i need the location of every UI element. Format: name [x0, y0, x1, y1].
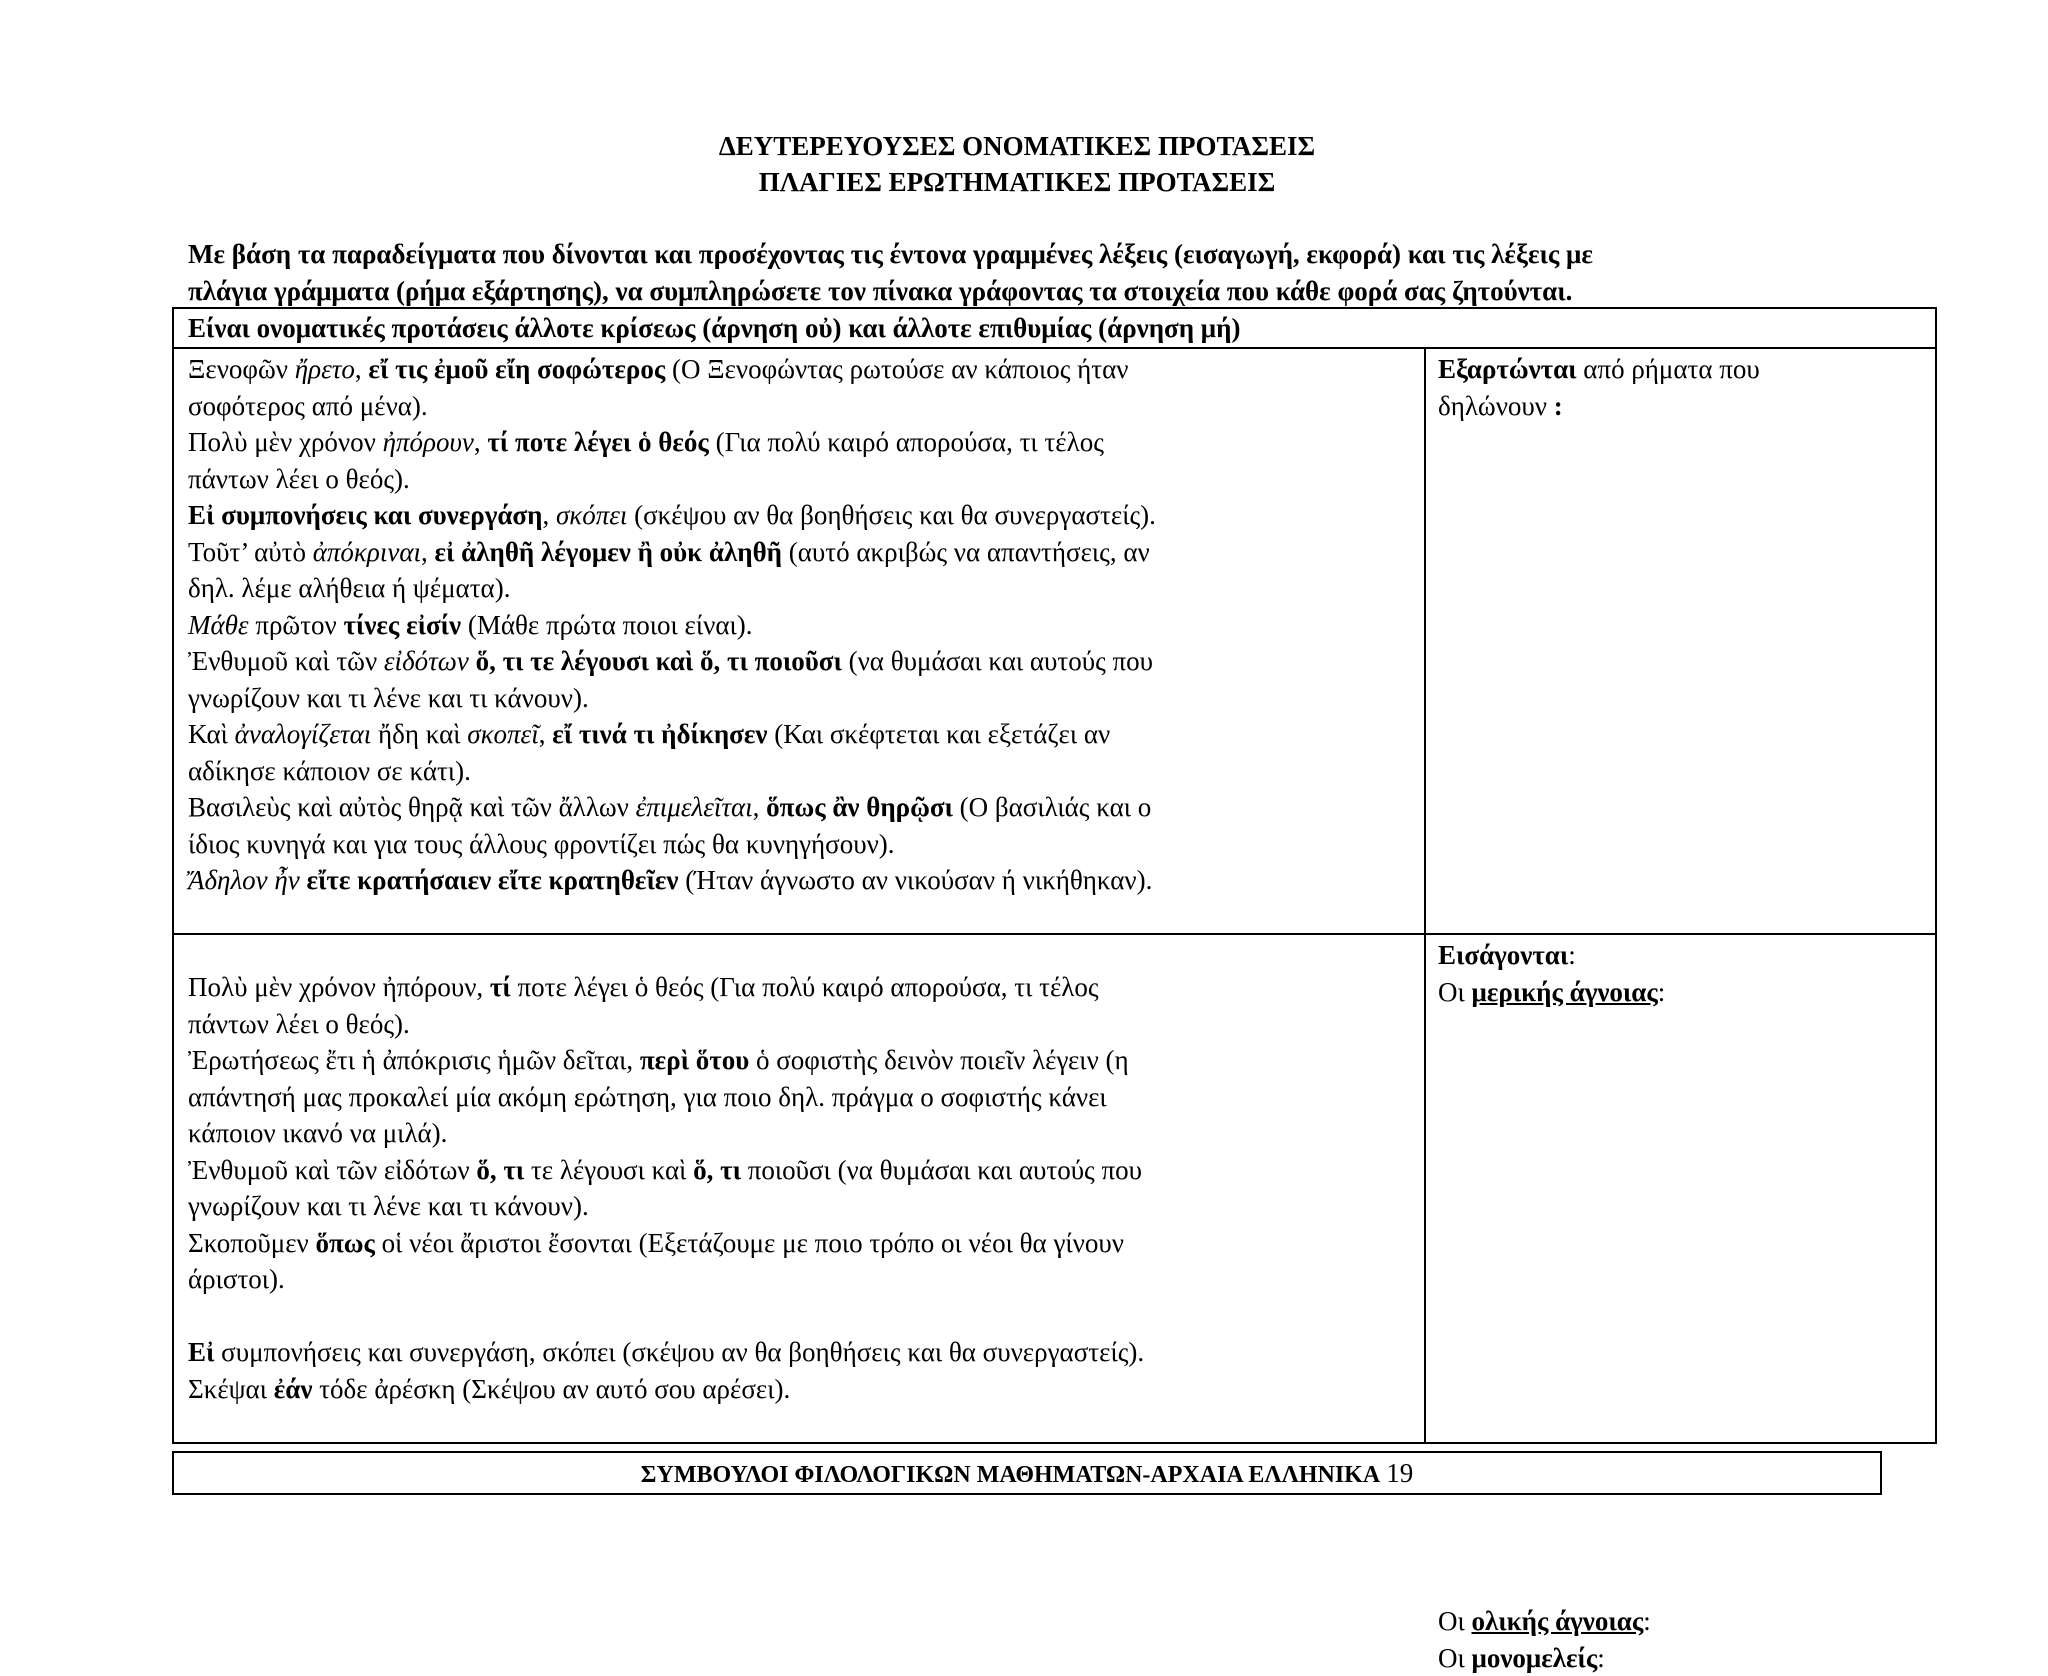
label-bold: Εισάγονται [1438, 940, 1568, 970]
introducer-bold: τί [490, 972, 511, 1002]
text-span: Πολὺ μὲν χρόνον ἠπόρουν, [188, 972, 490, 1002]
table-header: Είναι ονοματικές προτάσεις άλλοτε κρίσεως (άρνηση οὐ) και άλλοτε επιθυμίας (άρνηση μή) [174, 309, 1935, 349]
text-span: Ἐνθυμοῦ καὶ τῶν εἰδότων [188, 1155, 476, 1185]
colon: : [1658, 977, 1666, 1007]
dependency-verb: σκοπεῖ [467, 719, 538, 749]
colon: : [1597, 1643, 1605, 1673]
clause-bold: εἴτε κρατήσαιεν εἴτε κρατηθεῖεν [307, 865, 679, 895]
text-span: , [421, 537, 435, 567]
answer-cell-introducers [1438, 937, 1928, 1437]
example-line [188, 1371, 1414, 1408]
translation: (Και σκέφτεται και εξετάζει αν [767, 719, 1110, 749]
text-span: ἤδη καὶ [371, 719, 467, 749]
text-span: τε λέγουσι καὶ [524, 1155, 693, 1185]
translation: (σκέψου αν θα βοηθήσεις και θα συνεργαστείς). [627, 500, 1156, 530]
introducer-bold: ὅ, τι [476, 1155, 524, 1185]
example-line [188, 1152, 1414, 1189]
introducer-bold: ὅ, τι [693, 1155, 741, 1185]
example-line: κάποιον ικανό να μιλά). [188, 1115, 1414, 1152]
clause-bold: εἰ ἀληθῆ λέγομεν ἢ οὐκ ἀληθῆ [435, 537, 783, 567]
exercise-table [172, 307, 1937, 1444]
clause-bold: ὅ, τι τε λέγουσι καὶ ὅ, τι ποιοῦσι [476, 646, 842, 676]
footer-text: ΣΥΜΒΟΥΛΟΙ ΦΙΛΟΛΟΓΙΚΩΝ ΜΑΘΗΜΑΤΩΝ-ΑΡΧΑΙΑ ΕΛΛΗΝΙΚΑ [641, 1462, 1380, 1488]
answer-line [1438, 937, 1928, 974]
examples-cell-1 [188, 351, 1414, 899]
instructions-line: πλάγια γράμματα (ρήμα εξάρτησης), να συμπληρώσετε τον πίνακα γράφοντας τα στοιχεία που κάθε φορά σας ζητούνται. [188, 273, 1928, 310]
translation: (να θυμάσαι και αυτούς που [842, 646, 1153, 676]
text-span: Πολὺ μὲν χρόνον [188, 427, 383, 457]
clause-bold: ὅπως ἂν θηρῷσι [766, 792, 953, 822]
introducer-bold: Εἰ [188, 1337, 214, 1367]
text-span: Σκέψαι [188, 1374, 274, 1404]
label-underlined: ολικής άγνοιας [1472, 1606, 1644, 1636]
label-underlined: μερικής άγνοιας [1472, 977, 1658, 1007]
answer-line [1438, 1640, 1651, 1676]
text-span: πρῶτον [249, 610, 344, 640]
answer-line [1438, 351, 1928, 388]
example-line [188, 969, 1414, 1006]
example-line [188, 789, 1414, 826]
example-line: αδίκησε κάποιον σε κάτι). [188, 753, 1414, 790]
text-span: Σκοποῦμεν [188, 1228, 316, 1258]
introducer-bold: ὅπως [316, 1228, 375, 1258]
text-span: Τοῦτ’ αὐτὸ [188, 537, 313, 567]
document-title: ΔΕΥΤΕΡΕΥΟΥΣΕΣ ΟΝΟΜΑΤΙΚΕΣ ΠΡΟΤΑΣΕΙΣ [172, 128, 1862, 164]
clause-bold: εἴ τις ἐμοῦ εἴη σοφώτερος [368, 354, 665, 384]
example-line: σοφότερος από μένα). [188, 388, 1414, 425]
example-line: γνωρίζουν και τι λένε και τι κάνουν). [188, 680, 1414, 717]
text-span: , [753, 792, 767, 822]
text-span: Οι [1438, 1606, 1472, 1636]
example-line [188, 1042, 1414, 1079]
text-span: Καὶ [188, 719, 235, 749]
text-span: από ρήματα που [1577, 354, 1760, 384]
text-span: Οι [1438, 977, 1472, 1007]
text-span: Βασιλεὺς καὶ αὐτὸς θηρᾷ καὶ τῶν ἄλλων [188, 792, 636, 822]
answer-line [1438, 1603, 1651, 1640]
translation: (Ο βασιλιάς και ο [953, 792, 1151, 822]
clause-bold: εἴ τινά τι ἠδίκησεν [552, 719, 767, 749]
page-number: 19 [1386, 1458, 1413, 1488]
text-span: Ἐρωτήσεως ἔτι ἡ ἀπόκρισις ἡμῶν δεῖται, [188, 1045, 640, 1075]
clause-bold: τίνες εἰσίν [344, 610, 462, 640]
translation: (Ήταν άγνωστο αν νικούσαν ή νικήθηκαν). [678, 865, 1152, 895]
example-line: ίδιος κυνηγά και για τους άλλους φροντίζει πώς θα κυνηγήσουν). [188, 826, 1414, 863]
colon: : [1643, 1606, 1651, 1636]
example-line [188, 643, 1414, 680]
example-line [188, 607, 1414, 644]
clause-bold: τί ποτε λέγει ὁ θεός [487, 427, 708, 457]
spacer [188, 1298, 1414, 1335]
dependency-verb: ἤρετο [295, 354, 355, 384]
example-line [188, 716, 1414, 753]
example-line: πάντων λέει ο θεός). [188, 1006, 1414, 1043]
example-line: άριστοι). [188, 1261, 1414, 1298]
text-span [469, 646, 476, 676]
example-line: πάντων λέει ο θεός). [188, 461, 1414, 498]
dependency-verb: ἠπόρουν [383, 427, 474, 457]
document-subtitle: ΠΛΑΓΙΕΣ ΕΡΩΤΗΜΑΤΙΚΕΣ ΠΡΟΤΑΣΕΙΣ [172, 164, 1862, 200]
answer-cell-dependency [1438, 351, 1928, 424]
dependency-verb: Μάθε [188, 610, 249, 640]
example-line [188, 497, 1414, 534]
examples-cell-2 [188, 969, 1414, 1407]
example-line [188, 351, 1414, 388]
text-span: , [474, 427, 488, 457]
dependency-verb: ἀναλογίζεται [235, 719, 372, 749]
introducer-bold: περὶ ὅτου [640, 1045, 749, 1075]
example-line: γνωρίζουν και τι λένε και τι κάνουν). [188, 1188, 1414, 1225]
text-span: , [539, 719, 553, 749]
example-line: δηλ. λέμε αλήθεια ή ψέματα). [188, 570, 1414, 607]
answer-line [1438, 974, 1928, 1011]
colon: : [1568, 940, 1576, 970]
text-span: , [542, 500, 556, 530]
example-line [188, 534, 1414, 571]
dependency-verb: εἰδότων [384, 646, 469, 676]
text-span: , [355, 354, 369, 384]
translation: (Ο Ξενοφώντας ρωτούσε αν κάποιος ήταν [665, 354, 1128, 384]
instructions [188, 236, 1928, 310]
column-divider [1424, 349, 1426, 1442]
text-span: Οι [1438, 1643, 1472, 1673]
example-line [188, 862, 1414, 899]
row-divider [174, 933, 1935, 935]
introducer-bold: ἐάν [274, 1374, 313, 1404]
answer-line [1438, 388, 1928, 425]
text-span: ποιοῦσι (να θυμάσαι και αυτούς που [741, 1155, 1142, 1185]
page-footer [172, 1451, 1882, 1495]
text-span: ὁ σοφιστὴς δεινὸν ποιεῖν λέγειν (η [749, 1045, 1128, 1075]
example-line [188, 1334, 1414, 1371]
dependency-verb: σκόπει [556, 500, 627, 530]
example-line [188, 1225, 1414, 1262]
text-span: Ἐνθυμοῦ καὶ τῶν [188, 646, 384, 676]
dependency-verb: ἀπόκριναι [313, 537, 421, 567]
translation: (αυτό ακριβώς να απαντήσεις, αν [782, 537, 1150, 567]
dependency-verb: ἐπιμελεῖται [636, 792, 753, 822]
dependency-verb: Ἄδηλον ἦν [188, 865, 300, 895]
label-bold: Εξαρτώνται [1438, 354, 1577, 384]
colon: : [1554, 391, 1563, 421]
text-span: ποτε λέγει ὁ θεός (Για πολύ καιρό απορούσα, τι τέλος [511, 972, 1099, 1002]
clause-bold: Εἰ συμπονήσεις και συνεργάση [188, 500, 542, 530]
text-span: οἱ νέοι ἄριστοι ἔσονται (Εξετάζουμε με ποιο τρόπο οι νέοι θα γίνουν [375, 1228, 1124, 1258]
answer-group-bottom [1438, 1603, 1651, 1676]
example-line [188, 424, 1414, 461]
instructions-line: Με βάση τα παραδείγματα που δίνονται και προσέχοντας τις έντονα γραμμένες λέξεις (εισαγωγή, εκφορά) και τις λέξεις με [188, 236, 1928, 273]
label-bold: μονομελείς [1472, 1643, 1598, 1673]
text-span: Ξενοφῶν [188, 354, 295, 384]
text-span [300, 865, 307, 895]
example-line: απάντησή μας προκαλεί μία ακόμη ερώτηση, για ποιο δηλ. πράγμα ο σοφιστής κάνει [188, 1079, 1414, 1116]
translation: (Μάθε πρώτα ποιοι είναι). [461, 610, 752, 640]
text-span: τόδε ἀρέσκη (Σκέψου αν αυτό σου αρέσει). [312, 1374, 790, 1404]
translation: (Για πολύ καιρό απορούσα, τι τέλος [709, 427, 1104, 457]
text-span: συμπονήσεις και συνεργάση, σκόπει (σκέψου αν θα βοηθήσεις και θα συνεργαστείς). [214, 1337, 1144, 1367]
text-span: δηλώνουν [1438, 391, 1554, 421]
